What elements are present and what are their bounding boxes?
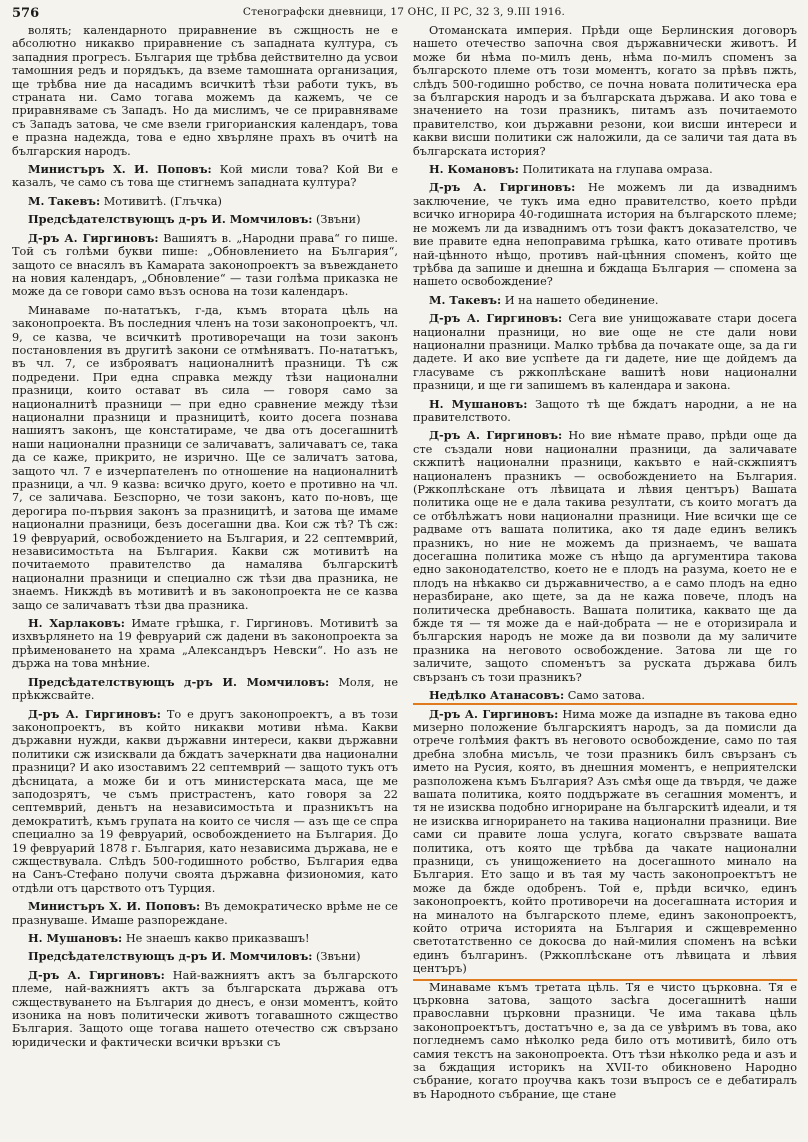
speaker-name: Министъръ Х. И. Поповъ: [28, 899, 201, 914]
paragraph [12, 676, 398, 703]
paragraph [12, 163, 398, 190]
paragraph [12, 969, 398, 1049]
paragraph [413, 689, 797, 702]
paragraph [12, 195, 398, 208]
speaker-name: Предсѣдателствующъ д-ръ И. Момчиловъ: [28, 674, 330, 689]
paragraph [12, 213, 398, 226]
paragraph [12, 900, 398, 927]
paragraph [413, 24, 797, 158]
speaker-name: Предсѣдателствующъ д-ръ И. Момчиловъ: [28, 949, 313, 964]
running-head: Стенографски дневници, 17 ОНС, II РС, 32 З, 9.III 1916. [242, 6, 566, 18]
paragraph-text: Отоманската империя. Прѣди още Берлинския договоръ нашето отечество започна своя държавнически животъ. И може би нѣма по-милъ день, нѣма по-милъ споменъ за българското племе отъ този моментъ, когато за прѣвъ пжть, слѣдъ 500-годишно робство, се почна новата политическа ера за българския народъ и за българската държава. И ако това е значението на този празникъ, питамъ азъ почитаемото правителство, кои държавни резони, кои висши интереси и какви висши политики сж наложили, да се заличи тая дата въ българската история? [413, 24, 797, 158]
paragraph-text: (Звъни) [316, 213, 361, 227]
paragraph [413, 181, 797, 288]
speaker-name: Д-ръ А. Гиргиновъ: [429, 428, 563, 443]
speaker-name: Д-ръ А. Гиргиновъ: [429, 180, 576, 195]
paragraph-text: Само затова. [567, 689, 645, 703]
paragraph-text: Сега вие унищожавате стари досега национални празници, но вие още не сте дали нови национални празници. Малко трѣбва да почакате още, за да ги дадете. И ако вие успѣете да ги дадете, ние ще дойдемъ да гласуваме съ ржкоплѣскане вашитѣ нови национални празници, и ще ги запишемъ въ календара и закона. [413, 312, 797, 393]
paragraph-text: (Звъни) [316, 950, 361, 964]
paragraph [413, 294, 797, 307]
speaker-name: Предсѣдателствующъ д-ръ И. Момчиловъ: [28, 212, 313, 227]
speaker-name: М. Такевъ: [429, 292, 502, 307]
paragraph-text: Не знаешъ какво приказвашъ! [125, 932, 310, 945]
paragraph-text: Политиката на глупава омраза. [522, 163, 713, 177]
paragraph-text: Минаваме къмъ третата цѣль. Тя е чисто църковна. Тя е църковна затова, защото засѣга досегашнитѣ наши православни църковни празници. Че има такава цѣль законопроектътъ, достатъчно е, за да се увѣримъ въ това, ако погледнемъ само нѣколко реда било отъ мотивитѣ, било отъ самия текстъ на законопроекта. Отъ тѣзи нѣколко реда и азъ и за бждащия историкъ на XVII-то обикновено Народно събрание, когато проучва какъ този въпросъ се е дебатиралъ въ Народното събрание, ще стане [413, 980, 797, 1101]
paragraph [413, 429, 797, 684]
paragraph [12, 950, 398, 963]
speaker-name: Н. Мушановъ: [429, 396, 528, 411]
paragraph [413, 981, 797, 1102]
speaker-name: М. Такевъ: [28, 193, 101, 208]
paragraph [12, 932, 398, 945]
paragraph [413, 163, 797, 176]
paragraph-text: И на нашето обединение. [504, 293, 659, 307]
speaker-name: Д-ръ А. Гиргиновъ: [28, 230, 159, 245]
paragraph [12, 708, 398, 896]
speaker-name: Н. Мушановъ: [28, 931, 123, 945]
page-number: 576 [12, 6, 40, 21]
speaker-name: Д-ръ А. Гиргиновъ: [429, 311, 563, 326]
paragraph [12, 617, 398, 671]
speaker-name: Н. Харлаковъ: [28, 616, 125, 631]
speaker-name: Недѣлко Атанасовъ: [429, 688, 565, 703]
paragraph-text: Въ демократическо врѣме не се празнуваше. Имаше разпореждане. [12, 900, 398, 927]
paragraph [413, 398, 797, 425]
paragraph [12, 24, 398, 158]
paragraph-text: Защото тѣ ще бждатъ народни, а не на правителството. [413, 397, 797, 424]
paragraph-text: Кой мисли това? Кой Ви е казалъ, че само съ това ще стигнемъ западната култура? [12, 163, 398, 190]
paragraph-text: Минаваме по-нататъкъ, г-да, къмъ втората цѣль на законопроекта. Въ последния членъ на този законопроектъ, чл. 9, се казва, че всичкитѣ противоречащи на този законъ постановления въ другитѣ закони се отмѣняватъ. По-нататъкъ, въ чл. 7, се изброяватъ националнитѣ празници. Тѣ сж подредени. При една справка между тѣзи национални празници, които остават въ сила — говоря само за националнитѣ празници — при едно сравнение между тѣзи национални празници и празницитѣ, които досега познава нашиятъ законъ, ще констатираме, че два отъ досегашнитѣ наши национални празници се заличаватъ, заличаватъ се, така да се каже, прикрито, не изрично. Ще се заличатъ затова, защото чл. 7 е изчерпателенъ по отношение на националнитѣ празници, а чл. 9 казва: всичко друго, което е противно на чл. 7, се заличава. Безспорно, че този законъ, като по-новъ, ще дерогира по-първия законъ за празницитѣ, и затова ще имаме национални празници, безъ досегашни два. Кои сж тѣ? Тѣ сж: 19 февруарий, освобождението на България, и 22 септемврий, независимостьта на България. Какви сж мотивитѣ на почитаемото правителство да намалява българскитѣ национални празници и специално сж тѣзи два празника, не знаемъ. Никждѣ въ мотивитѣ и въ законопроекта не се казва защо се заличаватъ тѣзи два празника. [12, 303, 398, 612]
paragraph [12, 232, 398, 299]
paragraph-text: Мотивитѣ. (Глъчка) [103, 194, 222, 208]
right-column [413, 24, 797, 1138]
paragraph-text: волять; календарното приравнение въ сжщность не е абсолютно никакво приравнение съ западната култура, съ западния прогресъ. България ще трѣбва действително да усвои тамошния редъ и порядъкъ, да вземе тамошната организация, ще трѣбва ние да насадимъ всичкитѣ тѣзи работи тукъ, въ страната ни. Само тогава можемъ да кажемъ, че се приравняваме съ Западъ. Но да мислимъ, че се приравняваме съ Западъ затова, че сме взели григорианския календаръ, това е празна надежда, това е едно хвърляне прахъ въ очитѣ на българския народъ. [12, 24, 398, 158]
paragraph-text: Най-важниятъ актъ за българското племе, най-важниятъ актъ за българската държава отъ сжществуването на България до днесъ, е онзи моментъ, който изоника на новъ политически животъ тогавашното сжщество България. Защото още тогава нашето отечество сж свързано юридически и фактически всички връзки съ [12, 968, 398, 1049]
speaker-name: Д-ръ А. Гиргиновъ: [28, 706, 161, 721]
paragraph-text: Нима може да изпадне въ такова едно мизерно положение българскиятъ народъ, за да помисли да отрече голѣмия фактъ въ неговото освобождение, само по тая дребна злобна мисъль, че този празникъ билъ свързанъ съ името на Русия, която, въ днешния моментъ, е неприятелски разположена къмъ България? Азъ смѣя още да твърдя, че даже вашата политика, която поддържате въ сегашния моментъ, и тя не изисква подобно игнориране на българскитѣ идеали, и тя не изисква игнорирането на такива национални празници. Вие сами си правите лоша услуга, когато свързвате вашата политика, отъ която ще трѣбва да чакате национални празници, съ унищожението на досегашното минало на България. Ето защо и въ тая му часть законопроектътъ не може да бжде одобренъ. Той е, прѣди всичко, единъ законопроектъ, който противоречи на досегашната история и на миналото на българското племе, единъ законопроектъ, който отрича историята на България и сжщевременно светотатственно се докосва до най-милия споменъ на всѣки единъ българинъ. (Ржкоплѣскане отъ лѣвицата и лѣвия центъръ) [413, 707, 797, 976]
paragraph [12, 304, 398, 612]
speaker-name: Министъръ Х. И. Поповъ: [28, 162, 212, 177]
speaker-name: Н. Комановъ: [429, 162, 519, 177]
left-column [12, 24, 398, 1138]
paragraph-text: Не можемъ ли да изваднимъ заключение, че тукъ има едно правителство, което прѣди всичко игнорира 40-годишната история на българското племе; не можемъ ли да изваднимъ отъ този фактъ доказателство, че вие правите една непоправима грѣшка, като отивате противъ най-цѣнното нѣщо, противъ най-цѣнния споменъ, който ще трѣбва да запише и днешна и бждаща България — спомена за нашето освобождение? [413, 181, 797, 289]
speaker-name: Д-ръ А. Гиргиновъ: [28, 967, 165, 982]
speaker-name: Д-ръ А. Гиргиновъ: [429, 706, 559, 721]
paragraph-text: Но вие нѣмате право, прѣди още да сте създали нови национални празници, да заличавате скжпитѣ национални празници, какъвто е най-скжпиятъ националенъ празникъ — освобождението на България. (Ржкоплѣскане отъ лѣвицата и лѣвия центъръ) Вашата политика още не е дала такива резултати, съ които могатъ да се отбѣлѣжатъ нови национални празници. Ние всички ще се радваме отъ вашата политика, ако тя даде единъ великъ празникъ, но ние не можемъ да признаемъ, че вашата досегашна политика може съ нѣщо да аргументира такова едно законодателство, което не е плодъ на разума, което не е плодъ на нѣкакво си държавничество, а е само плодъ на едно неразбиране, ако щете, за да не кажа повече, плодъ на политическа дребнавость. Вашата политика, каквато ще да бжде тя — тя може да е най-добрата — не е оторизирала и българския народъ не може да ви позволи да му заличите празника на неговото освобождение. Затова ли ще го заличите, защото споменътъ за руската държава билъ свързанъ съ този празникъ? [413, 429, 797, 684]
paragraph-text: Имате грѣшка, г. Гиргиновъ. Мотивитѣ за изхвърлянето на 19 февруарий сж дадени въ законопроекта за прѣименоването на храма „Александъръ Невски“. Но азъ не държа на това мнѣние. [12, 617, 398, 671]
paragraph [413, 312, 797, 392]
paragraph-text: То е другъ законопроектъ, а въ този законопроектъ, въ който никакви мотиви нѣма. Какви държавни нужди, какви държавни интереси, какви държавни политики сж изисквали да бждатъ зачеркнати два национални празници? И ако изоставимъ 22 септемврий — защото тукъ отъ дѣсницата, а може би и отъ министерската маса, ще ме заподозрятъ, че съмъ пристрастенъ, като говоря за 22 септемврий, деньтъ на независимостьта и празникътъ на демократитѣ, къмъ групата на които се числя — азъ ще се спра специално за 19 февруарий, освобождението на България. До 19 февруарий 1878 г. България, като независима държава, не е сжществувала. Слѣдъ 500-годишното робство, България едва на Санъ-Стефано получи своята държавна физиономия, като отдѣли отъ царството отъ Турция. [12, 707, 398, 895]
paragraph-text: Вашиятъ в. „Народни права“ го пише. Той съ голѣми букви пише: „Обновлението на България“, защото се внасялъ въ Камарата законопроектъ за въвеждането на новия календаръ, „Обновление“ — тази голѣма приказка не може да се говори само възъ основа на този календаръ. [12, 231, 398, 299]
paragraph-text: Моля, не прѣкжсвайте. [12, 675, 398, 703]
highlighted-paragraph [413, 708, 797, 976]
